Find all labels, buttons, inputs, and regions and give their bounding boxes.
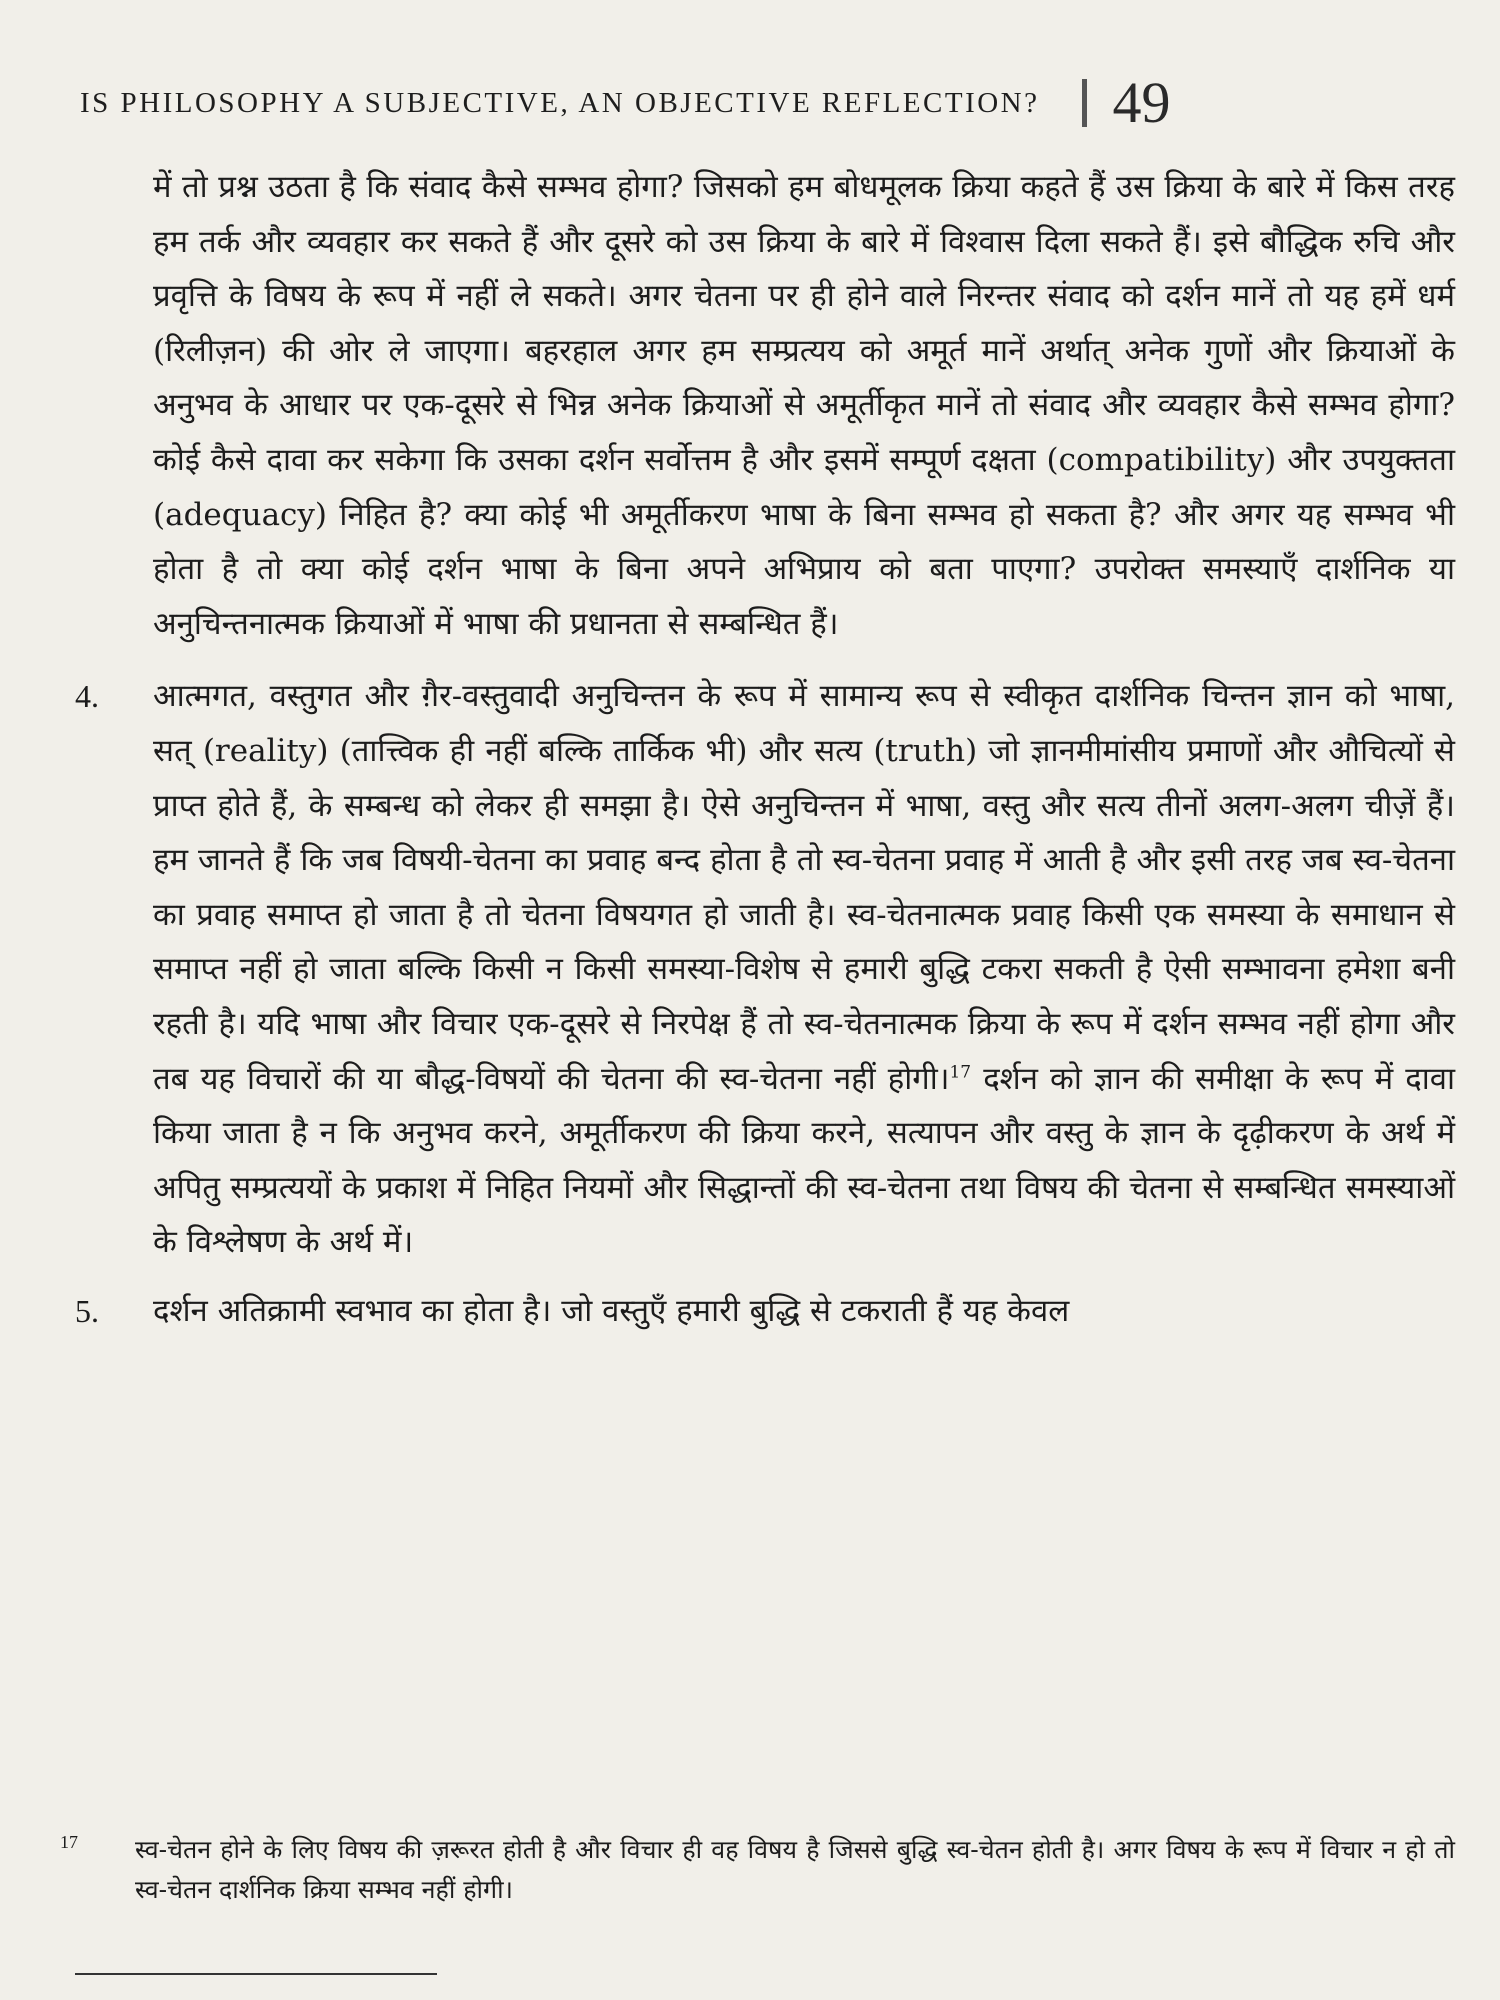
- header-divider: [1082, 79, 1087, 127]
- list-item-4: [75, 669, 1455, 1270]
- list-item-5: [75, 1284, 1455, 1339]
- continuation-paragraph: में तो प्रश्न उठता है कि संवाद कैसे सम्भव होगा? जिसको हम बोधमूलक क्रिया कहते हैं उस क्रिया के बारे में किस तरह हम तर्क और व्यवहार कर सकते हैं और दूसरे को उस क्रिया के बारे में विश्वास दिला सकते हैं। इसे बौद्धिक रुचि और प्रवृत्ति के विषय के रूप में नहीं ले सकते। अगर चेतना पर ही होने वाले निरन्तर संवाद को दर्शन मानें तो यह हमें धर्म (रिलीज़न) की ओर ले जाएगा। बहरहाल अगर हम सम्प्रत्यय को अमूर्त मानें अर्थात् अनेक गुणों और क्रियाओं के अनुभव के आधार पर एक-दूसरे से भिन्न अनेक क्रियाओं से अमूर्तीकृत मानें तो संवाद और व्यवहार कैसे सम्भव होगा? कोई कैसे दावा कर सकेगा कि उसका दर्शन सर्वोत्तम है और इसमें सम्पूर्ण दक्षता (compatibility) और उपयुक्तता (adequacy) निहित है? क्या कोई भी अमूर्तीकरण भाषा के बिना सम्भव हो सकता है? और अगर यह सम्भव भी होता है तो क्या कोई दर्शन भाषा के बिना अपने अभिप्राय को बता पाएगा? उपरोक्त समस्याएँ दार्शनिक या अनुचिन्तनात्मक क्रियाओं में भाषा की प्रधानता से सम्बन्धित हैं।: [153, 169, 1455, 642]
- list-item-number: 5.: [75, 1292, 99, 1329]
- list-item-text: [153, 669, 1455, 1270]
- footnote-number: 17: [60, 1832, 78, 1852]
- running-header-title: IS PHILOSOPHY A SUBJECTIVE, AN OBJECTIVE REFLECTION?: [80, 86, 1040, 119]
- running-header: [80, 68, 1460, 138]
- footnote: [60, 1830, 1455, 1910]
- footnote-divider: [75, 1973, 437, 1975]
- list-item-text-part-2: दर्शन को ज्ञान की समीक्षा के रूप में दावा किया जाता है न कि अनुभव करने, अमूर्तीकरण की क्रिया करने, सत्यापन और वस्तु के ज्ञान के दृढ़ीकरण के अर्थ में अपितु सम्प्रत्ययों के प्रकाश में निहित नियमों और सिद्धान्तों की स्व-चेतना तथा विषय की चेतना से सम्बन्धित समस्याओं के विश्लेषण के अर्थ में।: [153, 1060, 1455, 1261]
- page-number: 49: [1112, 70, 1171, 135]
- list-item-text: दर्शन अतिक्रामी स्वभाव का होता है। जो वस्तुएँ हमारी बुद्धि से टकराती हैं यह केवल: [153, 1292, 1070, 1329]
- list-item-text-part-1: आत्मगत, वस्तुगत और ग़ैर-वस्तुवादी अनुचिन्तन के रूप में सामान्य रूप से स्वीकृत दार्शनिक चिन्तन ज्ञान को भाषा, सत् (reality) (तात्त्विक ही नहीं बल्कि तार्किक भी) और सत्य (truth) जो ज्ञानमीमांसीय प्रमाणों और औचित्यों से प्राप्त होते हैं, के सम्बन्ध को लेकर ही समझा है। ऐसे अनुचिन्तन में भाषा, वस्तु और सत्य तीनों अलग-अलग चीज़ें हैं। हम जानते हैं कि जब विषयी-चेतना का प्रवाह बन्द होता है तो स्व-चेतना प्रवाह में आती है और इसी तरह जब स्व-चेतना का प्रवाह समाप्त हो जाता है तो चेतना विषयगत हो जाती है। स्व-चेतनात्मक प्रवाह किसी एक समस्या के समाधान से समाप्त नहीं हो जाता बल्कि किसी न किसी समस्या-विशेष से हमारी बुद्धि टकरा सकती है ऐसी सम्भावना हमेशा बनी रहती है। यदि भाषा और विचार एक-दूसरे से निरपेक्ष हैं तो स्व-चेतनात्मक क्रिया के रूप में दर्शन सम्भव नहीं होगा और तब यह विचारों की या बौद्ध-विषयों की चेतना की स्व-चेतना नहीं होगी।: [153, 678, 1455, 1097]
- footnote-reference[interactable]: 17: [949, 1062, 972, 1083]
- footnote-text: स्व-चेतन होने के लिए विषय की ज़रूरत होती है और विचार ही वह विषय है जिससे बुद्धि स्व-चेतन होती है। अगर विषय के रूप में विचार न हो तो स्व-चेतन दार्शनिक क्रिया सम्भव नहीं होगी।: [135, 1835, 1455, 1904]
- main-text: [75, 160, 1455, 1338]
- list-item-number: 4.: [75, 678, 99, 715]
